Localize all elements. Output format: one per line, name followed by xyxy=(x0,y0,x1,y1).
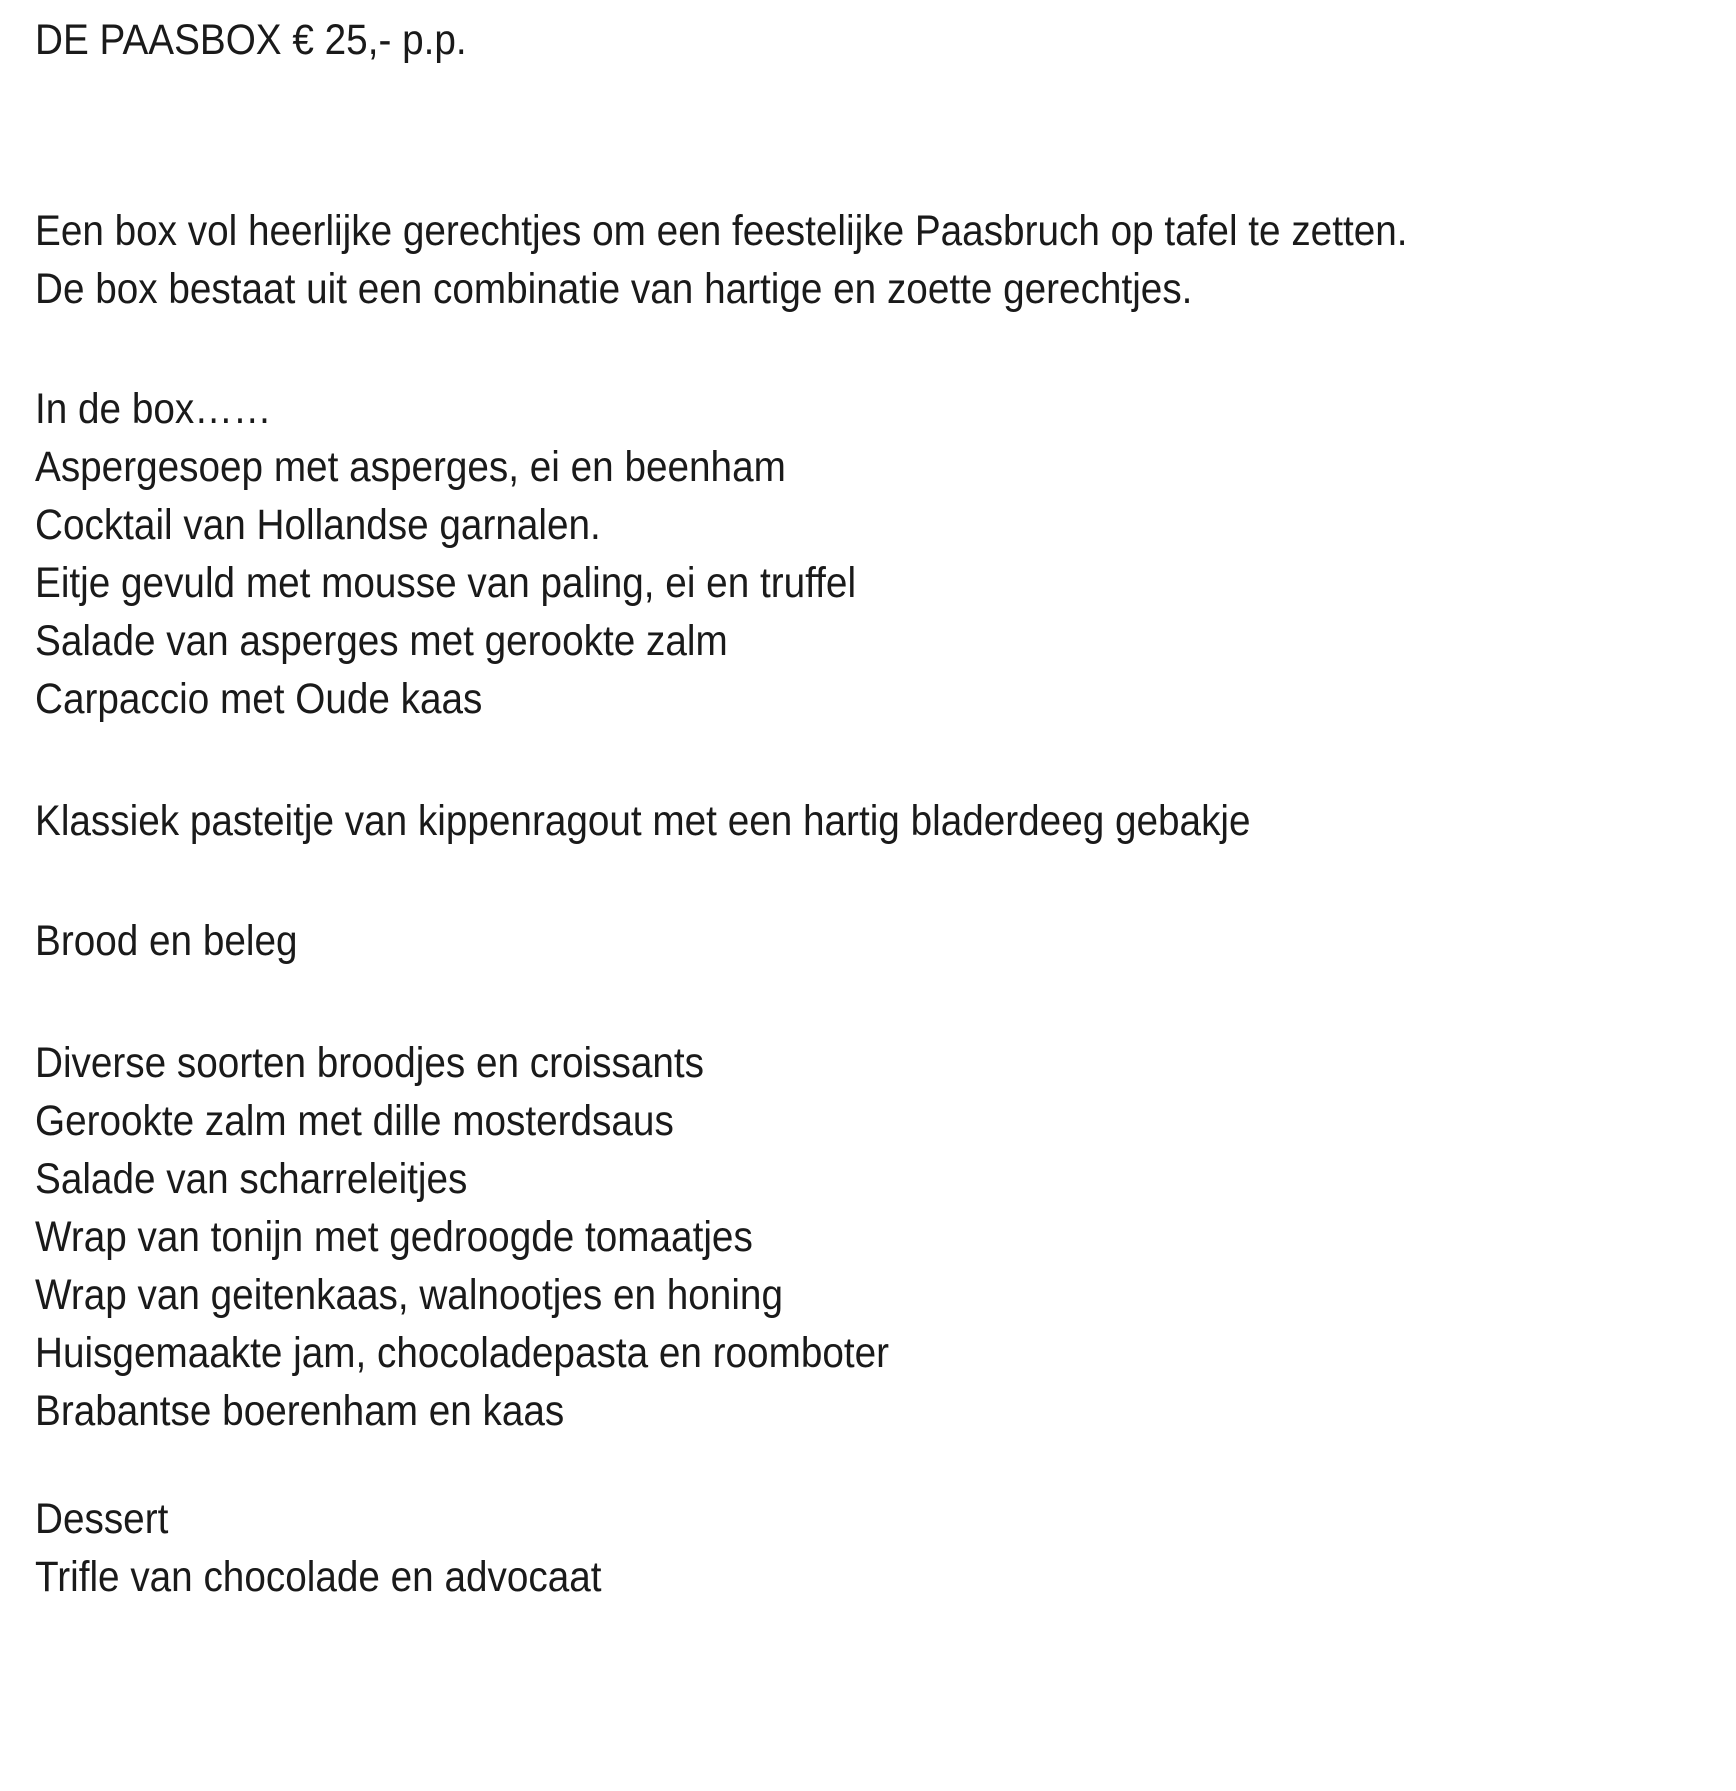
page-title: DE PAASBOX € 25,- p.p. xyxy=(35,16,467,64)
menu-item-line: Cocktail van Hollandse garnalen. xyxy=(35,501,601,549)
menu-item-line: Salade van scharreleitjes xyxy=(35,1155,468,1203)
intro-paragraph xyxy=(35,202,1736,318)
box-contents-section xyxy=(35,380,1736,728)
menu-item-line: Klassiek pasteitje van kippenragout met een hartig bladerdeeg gebakje xyxy=(35,797,1251,845)
menu-item-line: Carpaccio met Oude kaas xyxy=(35,675,483,723)
menu-item-line: Aspergesoep met asperges, ei en beenham xyxy=(35,443,786,491)
bread-section-items xyxy=(35,1034,1736,1440)
menu-item-line: Wrap van tonijn met gedroogde tomaatjes xyxy=(35,1213,753,1261)
section-heading: In de box…… xyxy=(35,385,272,433)
dessert-section xyxy=(35,1490,1736,1606)
document-text-column xyxy=(35,11,1736,1606)
section-heading: Dessert xyxy=(35,1495,169,1543)
intro-line: Een box vol heerlijke gerechtjes om een feestelijke Paasbruch op tafel te zetten. xyxy=(35,207,1408,255)
menu-item-line: Trifle van chocolade en advocaat xyxy=(35,1553,602,1601)
bread-section-heading-block xyxy=(35,912,1736,970)
menu-item-line: Eitje gevuld met mousse van paling, ei en truffel xyxy=(35,559,857,607)
section-heading: Brood en beleg xyxy=(35,917,298,965)
menu-item-line: Huisgemaakte jam, chocoladepasta en roomboter xyxy=(35,1329,890,1377)
pastry-paragraph xyxy=(35,792,1736,850)
menu-item-line: Diverse soorten broodjes en croissants xyxy=(35,1039,704,1087)
intro-line: De box bestaat uit een combinatie van hartige en zoette gerechtjes. xyxy=(35,265,1193,313)
menu-item-line: Gerookte zalm met dille mosterdsaus xyxy=(35,1097,674,1145)
menu-item-line: Brabantse boerenham en kaas xyxy=(35,1387,565,1435)
menu-item-line: Salade van asperges met gerookte zalm xyxy=(35,617,728,665)
menu-item-line: Wrap van geitenkaas, walnootjes en honing xyxy=(35,1271,783,1319)
